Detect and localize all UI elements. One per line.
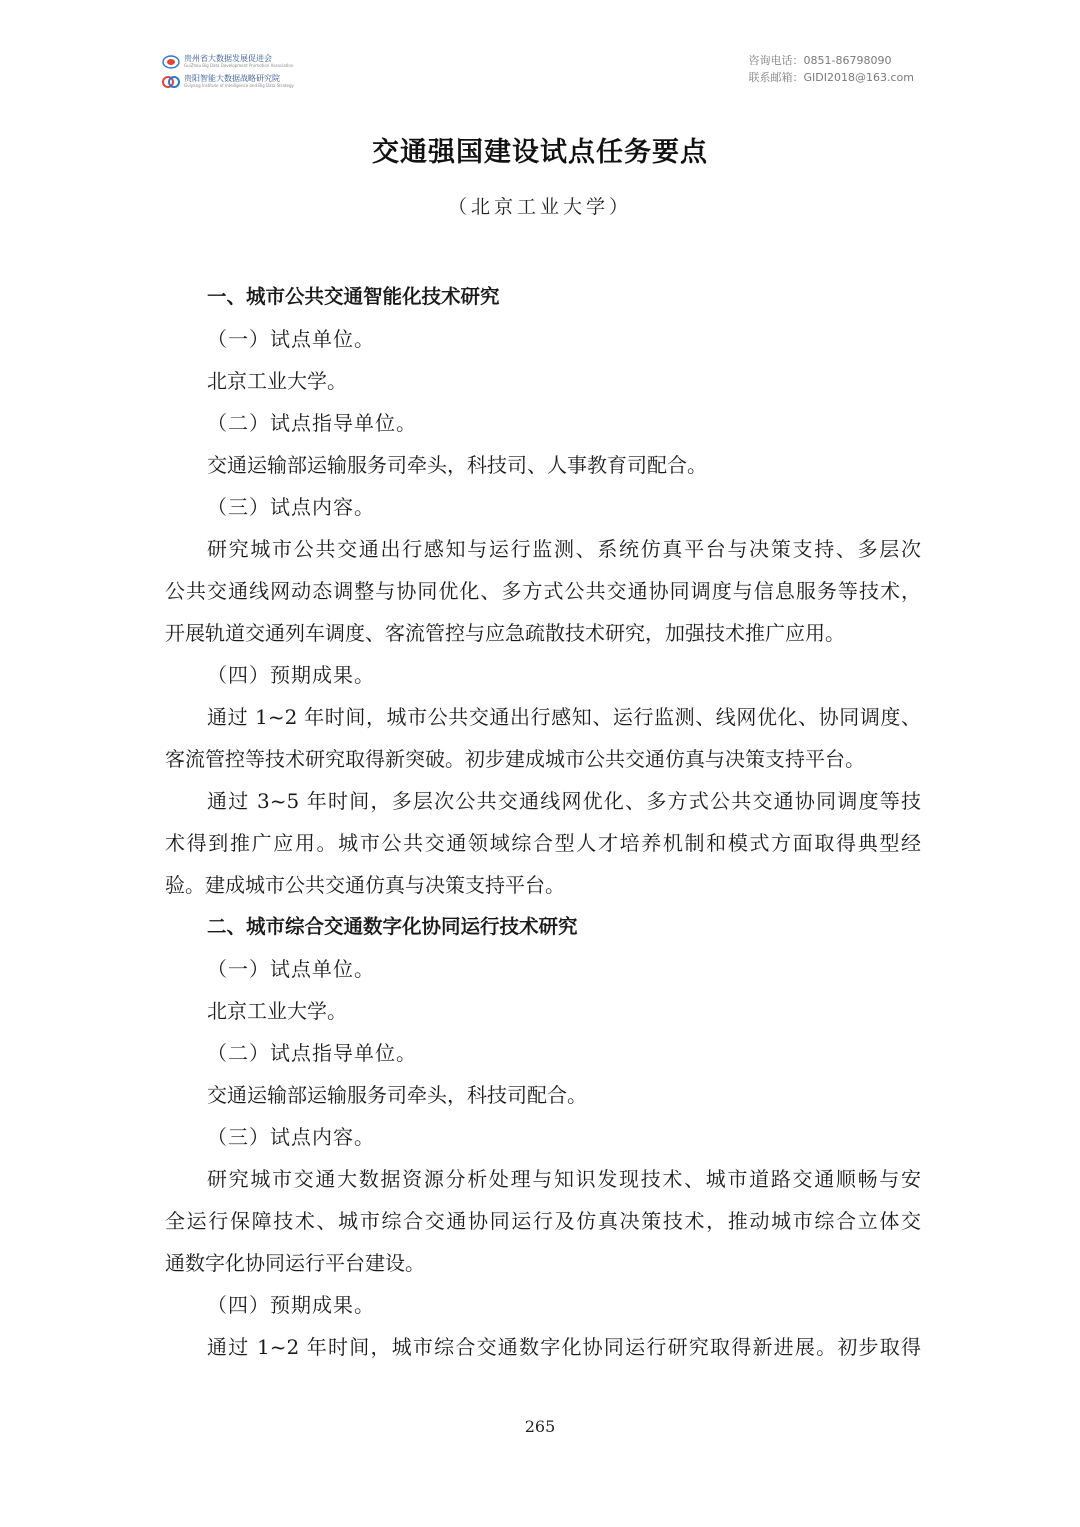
section-2-results-heading: （四）预期成果。 <box>207 1293 375 1317</box>
logo-line2-english: Guiyang Institute of Intelligence and Big Data Strategy <box>184 83 294 88</box>
organization-logo <box>162 50 362 94</box>
section-1-content-line: 研究城市公共交通出行感知与运行监测、系统仿真平台与决策支持、多层次 <box>207 537 921 561</box>
contact-email: 联系邮箱：GIDI2018@163.com <box>748 71 914 84</box>
section-1-heading: 一、城市公共交通智能化技术研究 <box>207 285 500 308</box>
section-2-content-line: 研究城市交通大数据资源分析处理与知识发现技术、城市道路交通顺畅与安 <box>207 1167 921 1191</box>
section-1-pilot-unit: 北京工业大学。 <box>207 369 347 393</box>
section-1-result-line: 术得到推广应用。城市公共交通领域综合型人才培养机制和模式方面取得典型经 <box>165 831 921 855</box>
section-1-guidance-unit: 交通运输部运输服务司牵头，科技司、人事教育司配合。 <box>207 453 707 477</box>
section-1-result-line: 通过 1~2 年时间，城市公共交通出行感知、运行监测、线网优化、协同调度、 <box>207 705 921 729</box>
section-1-result-line: 验。建成城市公共交通仿真与决策支持平台。 <box>165 873 565 897</box>
page-number: 265 <box>524 1417 556 1436</box>
section-1-pilot-unit-heading: （一）试点单位。 <box>207 327 375 351</box>
section-1-guidance-unit-heading: （二）试点指导单位。 <box>207 411 417 435</box>
contact-info <box>749 52 914 86</box>
page-header <box>162 48 918 100</box>
section-1-result-line: 客流管控等技术研究取得新突破。初步建成城市公共交通仿真与决策支持平台。 <box>165 747 865 771</box>
section-2-content-line: 通数字化协同运行平台建设。 <box>165 1251 425 1275</box>
section-1-results-heading: （四）预期成果。 <box>207 663 375 687</box>
section-2-heading: 二、城市综合交通数字化协同运行技术研究 <box>207 915 578 938</box>
logo-line1-english: GuiZhou Big Data Development Promotion Association <box>184 63 294 68</box>
institute-logo-icon <box>162 74 180 90</box>
section-2-result-line: 通过 1~2 年时间，城市综合交通数字化协同运行研究取得新进展。初步取得 <box>207 1335 921 1359</box>
section-1-content-heading: （三）试点内容。 <box>207 495 375 519</box>
document-title: 交通强国建设试点任务要点 <box>372 137 708 168</box>
section-1-content-line: 公共交通线网动态调整与协同优化、多方式公共交通协同调度与信息服务等技术， <box>165 579 921 603</box>
section-2-content-heading: （三）试点内容。 <box>207 1125 375 1149</box>
section-2-content-line: 全运行保障技术、城市综合交通协同运行及仿真决策技术，推动城市综合立体交 <box>165 1209 921 1233</box>
logo-line2-chinese: 贵阳智能大数据战略研究院 <box>184 74 280 83</box>
association-logo-icon <box>162 54 180 70</box>
contact-phone: 咨询电话：0851-86798090 <box>748 54 892 67</box>
section-2-pilot-unit-heading: （一）试点单位。 <box>207 957 375 981</box>
document-body <box>165 276 921 1368</box>
section-1-content-line: 开展轨道交通列车调度、客流管控与应急疏散技术研究，加强技术推广应用。 <box>165 621 845 645</box>
section-2-pilot-unit: 北京工业大学。 <box>207 999 347 1023</box>
section-2-guidance-unit-heading: （二）试点指导单位。 <box>207 1041 417 1065</box>
document-subtitle: （北京工业大学） <box>447 196 632 218</box>
section-1-result-line: 通过 3~5 年时间，多层次公共交通线网优化、多方式公共交通协同调度等技 <box>207 789 921 813</box>
section-2-guidance-unit: 交通运输部运输服务司牵头，科技司配合。 <box>207 1083 587 1107</box>
logo-line1-chinese: 贵州省大数据发展促进会 <box>184 54 272 63</box>
